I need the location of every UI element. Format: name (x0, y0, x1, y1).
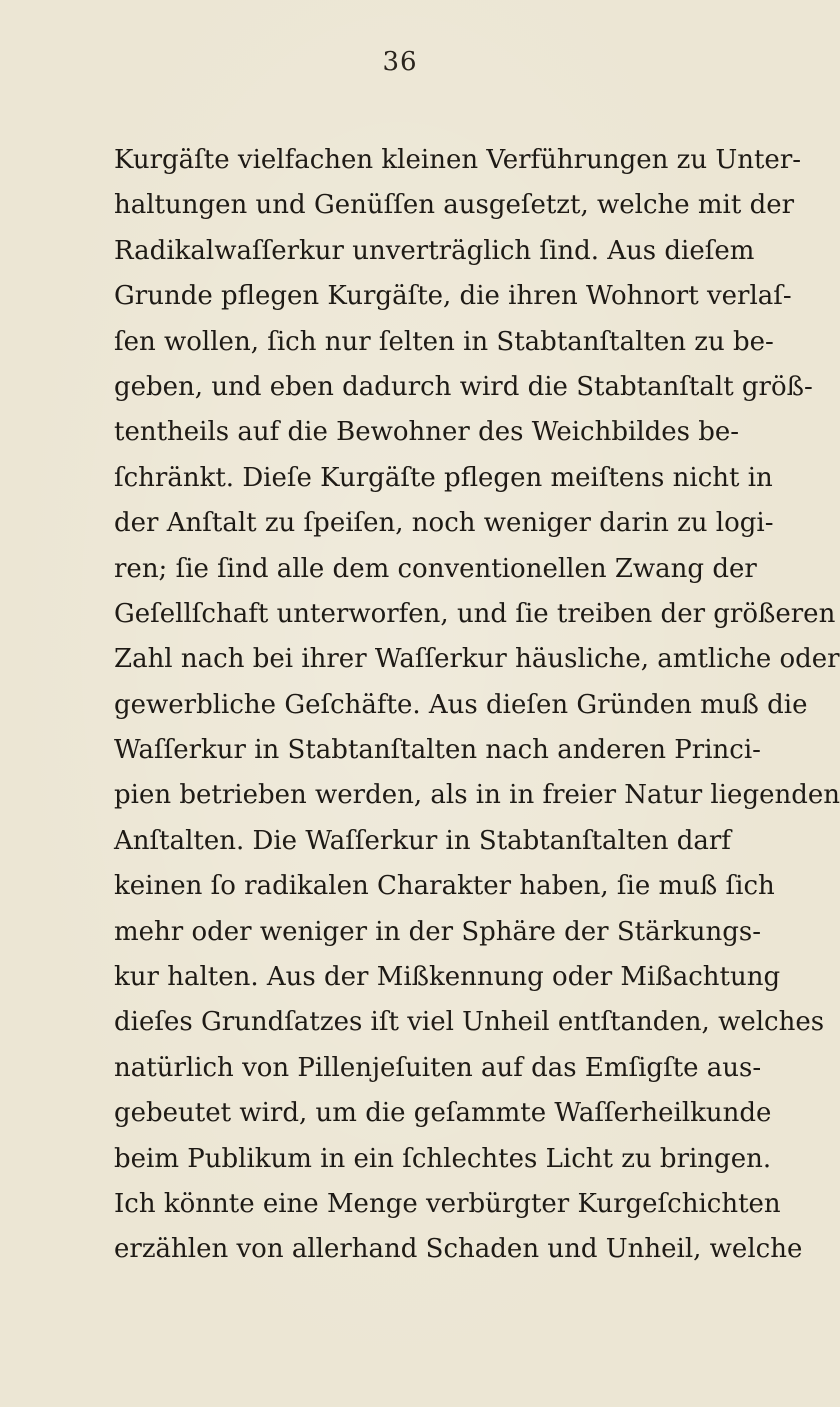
text-line: tentheils auf die Bewohner des Weichbildes be- (114, 417, 740, 448)
text-line: Zahl nach bei ihrer Waſſerkur häusliche, amtliche oder (114, 644, 840, 675)
text-line: gewerbliche Geſchäfte. Aus dieſen Gründen muß die (114, 689, 808, 720)
text-line: Ich könnte eine Menge verbürgter Kurgeſchichten (114, 1188, 781, 1219)
text-line: mehr oder weniger in der Sphäre der Stärkungs- (114, 916, 762, 947)
text-line: Kurgäſte vielfachen kleinen Verführungen zu Unter- (114, 145, 802, 175)
text-line: erzählen von allerhand Schaden und Unheil, welche (114, 1234, 803, 1265)
text-line: Grunde pflegen Kurgäſte, die ihren Wohnort verlaſ- (114, 281, 792, 312)
text-line: pien betrieben werden, als in in freier Natur liegenden (114, 780, 840, 811)
text-line: Waſſerkur in Stabtanſtalten nach anderen Princi- (114, 735, 761, 766)
text-line: kur halten. Aus der Mißkennung oder Mißachtung (114, 962, 781, 993)
text-line: Geſellſchaft unterworfen, und ſie treiben der größeren (114, 598, 836, 629)
text-line: der Anſtalt zu ſpeiſen, noch weniger darin zu logi- (114, 508, 774, 539)
text-line: geben, und eben dadurch wird die Stabtanſtalt größ- (114, 371, 813, 402)
text-line: ſchränkt. Dieſe Kurgäſte pflegen meiſtens nicht in (114, 462, 773, 493)
text-line: ren; ſie ſind alle dem conventionellen Zwang der (114, 553, 757, 584)
text-line: beim Publikum in ein ſchlechtes Licht zu bringen. (114, 1143, 772, 1174)
body-text (100, 138, 840, 1273)
text-line: gebeutet wird, um die geſammte Waſſerheilkunde (114, 1098, 772, 1129)
text-line: Radikalwaſſerkur unverträglich ſind. Aus dieſem (114, 235, 755, 266)
text-line: Anſtalten. Die Waſſerkur in Stabtanſtalten darf (114, 825, 731, 856)
text-line: haltungen und Genüſſen ausgeſetzt, welche mit der (114, 190, 795, 221)
text-line: natürlich von Pillenjeſuiten auf das Emſigſte aus- (114, 1052, 762, 1083)
page-number: 36 (382, 47, 418, 77)
text-line: dieſes Grundſatzes iſt viel Unheil entſtanden, welches (114, 1007, 825, 1038)
text-line: ſen wollen, ſich nur ſelten in Stabtanſtalten zu be- (114, 326, 774, 357)
text-line: keinen ſo radikalen Charakter haben, ſie muß ſich (114, 871, 775, 902)
